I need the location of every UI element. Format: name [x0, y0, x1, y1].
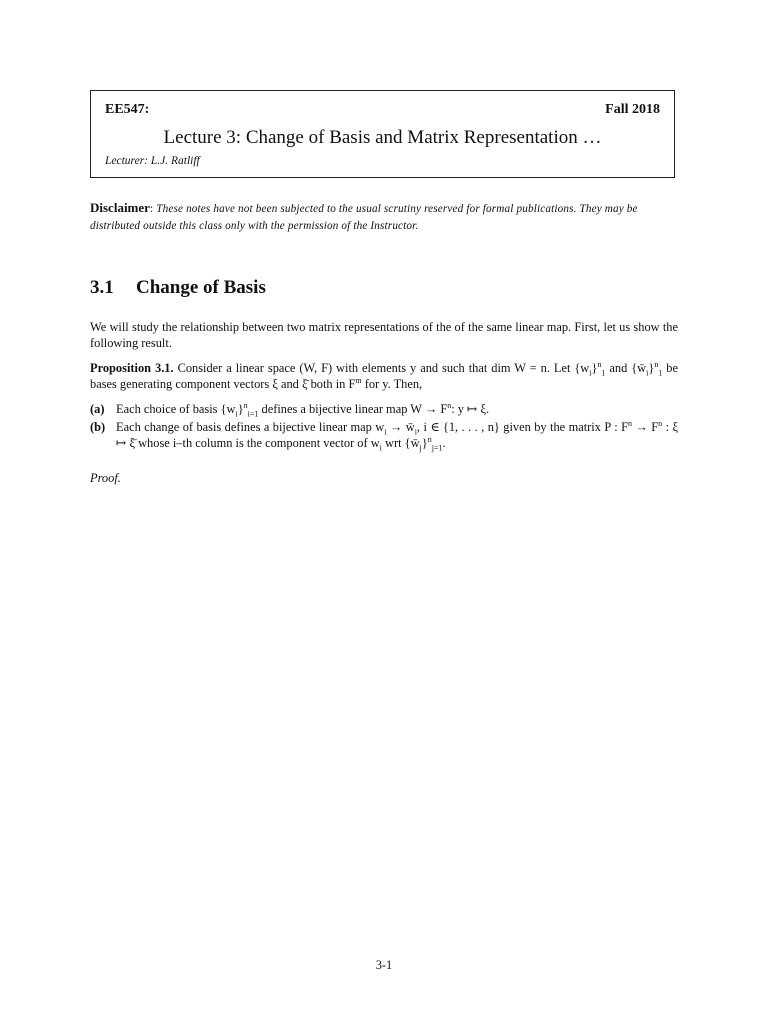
sub: 1	[658, 368, 663, 378]
item-text: , i ∈ {1, . . . , n} given by the matrix P : F	[416, 420, 628, 434]
sub: i	[379, 443, 382, 453]
list-item	[90, 419, 678, 451]
item-text: defines a bijective linear map W → F	[261, 402, 448, 416]
item-text: wrt {w̄	[385, 436, 420, 450]
sub: 1	[601, 368, 606, 378]
sup: m	[355, 375, 362, 385]
proposition-text-2: and {w̄	[609, 361, 647, 375]
sup: n	[447, 400, 452, 410]
proposition-items	[90, 401, 678, 453]
proposition-text-3: be bases generating component vectors ξ and ξ̄ both in F	[90, 361, 678, 391]
item-text: → F	[635, 420, 659, 434]
proof-label: Proof.	[90, 471, 121, 485]
item-text: → w̄	[389, 420, 415, 434]
sup: n	[658, 418, 663, 428]
term: Fall 2018	[605, 102, 660, 117]
section-heading	[90, 277, 266, 299]
course-code: EE547:	[105, 102, 150, 117]
sub: i	[414, 427, 417, 437]
sup: n	[628, 418, 632, 428]
disclaimer: Disclaimer: These notes have not been subjected to the usual scrutiny reserved for formal publications. They may be distributed outside this class only with the permission of the Instructor.	[90, 200, 638, 232]
list-item	[90, 401, 678, 417]
proposition-text-3b: for y. Then,	[364, 377, 423, 391]
lecturer: Lecturer: L.J. Ratliff	[105, 155, 200, 167]
proposition-lead: Proposition 3.1.	[90, 361, 174, 375]
lecture-header-box	[90, 90, 675, 178]
item-label: (b)	[90, 420, 106, 434]
disclaimer-text: These notes have not been subjected to the usual scrutiny reserved for formal publications. They may be distributed outside this class only with the permission of the Instructor.	[90, 203, 638, 232]
intro-paragraph: We will study the relationship between two matrix representations of the of the same linear map. First, let us show the following result.	[90, 320, 678, 350]
lecture-title: Lecture 3: Change of Basis and Matrix Representation …	[163, 127, 602, 148]
item-text: : y ↦ ξ.	[451, 402, 490, 416]
item-text: }	[237, 402, 244, 416]
sub: i	[589, 368, 592, 378]
proposition-text-1: Consider a linear space (W, F) with elements y and such that dim W = n. Let {w	[177, 361, 590, 375]
proposition-text-2b: }	[648, 361, 655, 375]
sup: n	[597, 359, 602, 369]
sub: i=1	[247, 409, 259, 419]
sub: j=1	[431, 443, 443, 453]
sub: i	[384, 427, 387, 437]
item-text: }	[421, 436, 428, 450]
proposition	[90, 360, 678, 392]
sub: i	[235, 409, 238, 419]
disclaimer-lead: Disclaimer	[90, 200, 150, 215]
sup: n	[654, 359, 659, 369]
proposition-text-1b: }	[591, 361, 598, 375]
item-text: Each change of basis defines a bijective linear map w	[116, 420, 385, 434]
sup: n	[427, 434, 432, 444]
sup: n	[243, 400, 248, 410]
sub: i	[646, 368, 649, 378]
sub: j	[419, 443, 422, 453]
section-number: 3.1	[90, 277, 114, 298]
item-text: : ξ ↦ ξ̄ whose i–th column is the component vector of w	[116, 420, 678, 450]
page-number: 3-1	[375, 958, 393, 972]
item-text: .	[442, 436, 446, 450]
section-title: Change of Basis	[136, 277, 266, 298]
item-label: (a)	[90, 402, 105, 416]
item-text: Each choice of basis {w	[116, 402, 236, 416]
